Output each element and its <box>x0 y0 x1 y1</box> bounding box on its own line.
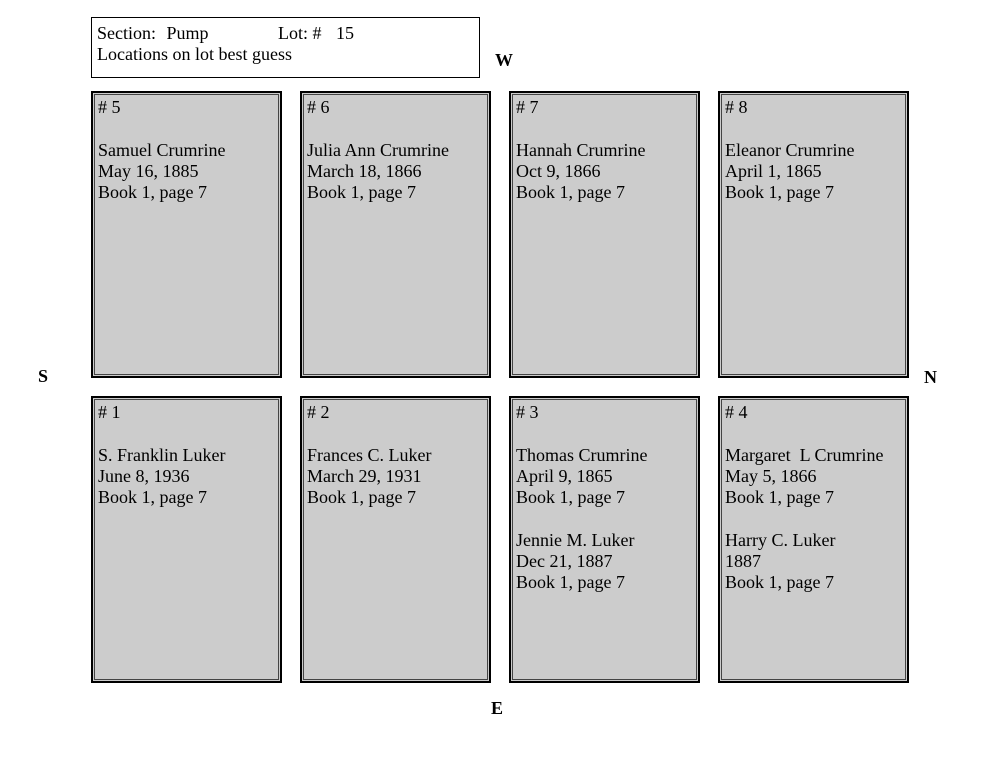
location-note: Locations on lot best guess <box>97 44 292 64</box>
section-label: Section: <box>97 23 156 43</box>
lot-value: 15 <box>336 23 354 43</box>
burial-name: Samuel Crumrine <box>98 140 226 160</box>
plot-5 <box>91 91 282 378</box>
burial-ref: Book 1, page 7 <box>725 182 834 202</box>
plot-number: # 5 <box>98 97 121 117</box>
section-lot-line <box>97 23 479 44</box>
burial-ref: Book 1, page 7 <box>307 487 416 507</box>
lot-info-box <box>91 17 480 78</box>
burial-ref: Book 1, page 7 <box>98 487 207 507</box>
burial-name: S. Franklin Luker <box>98 445 226 465</box>
burial-name: Harry C. Luker <box>725 530 836 550</box>
burial-entry <box>516 140 698 203</box>
plot-number: # 7 <box>516 97 539 117</box>
burial-name: Jennie M. Luker <box>516 530 635 550</box>
burial-entry <box>516 445 698 508</box>
plot-number: # 8 <box>725 97 748 117</box>
plot-2 <box>300 396 491 683</box>
burial-ref: Book 1, page 7 <box>98 182 207 202</box>
section-value: Pump <box>166 23 209 43</box>
burial-ref: Book 1, page 7 <box>725 572 834 592</box>
burial-name: Frances C. Luker <box>307 445 432 465</box>
plot-number: # 1 <box>98 402 121 422</box>
burial-entry <box>725 140 907 203</box>
burial-entry <box>307 140 489 203</box>
plot-number: # 4 <box>725 402 748 422</box>
compass-north: N <box>924 367 937 387</box>
burial-date: May 16, 1885 <box>98 161 199 181</box>
burial-date: March 29, 1931 <box>307 466 422 486</box>
burial-entry <box>98 140 280 203</box>
burial-name: Hannah Crumrine <box>516 140 646 160</box>
burial-ref: Book 1, page 7 <box>725 487 834 507</box>
burial-ref: Book 1, page 7 <box>516 572 625 592</box>
burial-name: Thomas Crumrine <box>516 445 648 465</box>
burial-date: Oct 9, 1866 <box>516 161 601 181</box>
plot-7 <box>509 91 700 378</box>
burial-date: March 18, 1866 <box>307 161 422 181</box>
plot-6 <box>300 91 491 378</box>
plot-number: # 2 <box>307 402 330 422</box>
burial-entry <box>725 530 907 593</box>
plot-number: # 3 <box>516 402 539 422</box>
burial-date: June 8, 1936 <box>98 466 190 486</box>
burial-entry <box>516 530 698 593</box>
burial-date: May 5, 1866 <box>725 466 817 486</box>
burial-entry <box>725 445 907 508</box>
burial-entry <box>98 445 280 508</box>
burial-name: Julia Ann Crumrine <box>307 140 449 160</box>
compass-west: W <box>495 50 513 70</box>
burial-date: April 1, 1865 <box>725 161 822 181</box>
burial-ref: Book 1, page 7 <box>516 487 625 507</box>
compass-east: E <box>491 698 504 718</box>
lot-label: Lot: # <box>278 23 322 43</box>
burial-date: Dec 21, 1887 <box>516 551 613 571</box>
burial-name: Eleanor Crumrine <box>725 140 855 160</box>
plot-4 <box>718 396 909 683</box>
plot-3 <box>509 396 700 683</box>
burial-date: April 9, 1865 <box>516 466 613 486</box>
burial-entry <box>307 445 489 508</box>
burial-ref: Book 1, page 7 <box>516 182 625 202</box>
plot-1 <box>91 396 282 683</box>
burial-name: Margaret L Crumrine <box>725 445 884 465</box>
burial-date: 1887 <box>725 551 761 571</box>
plot-8 <box>718 91 909 378</box>
plot-number: # 6 <box>307 97 330 117</box>
burial-ref: Book 1, page 7 <box>307 182 416 202</box>
compass-south: S <box>38 366 49 386</box>
